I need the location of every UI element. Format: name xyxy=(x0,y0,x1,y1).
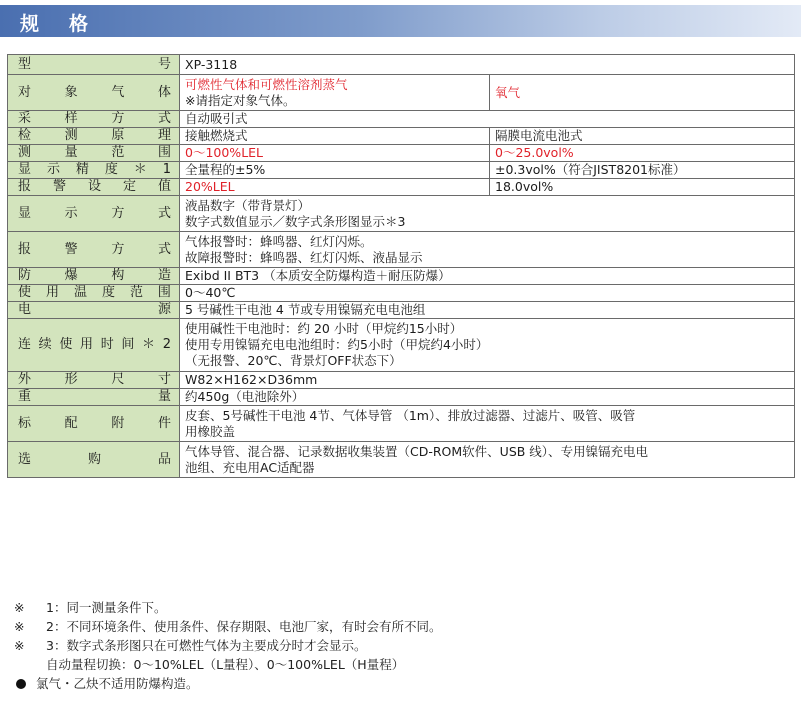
spec-label-cell xyxy=(8,75,180,111)
footnote-text: 氯气・乙炔不适用防爆构造。 xyxy=(36,676,199,691)
spec-value-cell xyxy=(180,372,795,389)
spec-value-cell xyxy=(180,55,795,75)
spec-value-line: 隔膜电流电池式 xyxy=(495,128,583,143)
spec-value-line: （无报警、20℃、背景灯OFF状态下） xyxy=(185,353,402,368)
spec-label: 显 示 精 度 ＊ 1 xyxy=(18,162,171,177)
spec-label: 标 配 附 件 xyxy=(18,415,171,431)
spec-value-cell xyxy=(180,145,490,162)
spec-value-line: 全量程的±5% xyxy=(185,162,266,177)
note-text: 2：不同环境条件、使用条件、保存期限、电池厂家，有时会有所不同。 xyxy=(46,619,442,634)
spec-row xyxy=(8,179,795,196)
spec-label: 测 量 范 围 xyxy=(18,145,171,160)
spec-row xyxy=(8,285,795,302)
spec-label-cell xyxy=(8,406,180,442)
spec-row xyxy=(8,162,795,179)
spec-row xyxy=(8,302,795,319)
spec-label-cell xyxy=(8,319,180,372)
spec-table xyxy=(7,54,795,478)
spec-label: 选 购 品 xyxy=(18,451,171,467)
spec-value-line: W82×H162×D36mm xyxy=(185,372,318,387)
spec-value-line: 使用专用镍镉充电电池组时：约5小时（甲烷约4小时） xyxy=(185,337,489,352)
spec-row xyxy=(8,389,795,406)
spec-label-cell xyxy=(8,111,180,128)
spec-label: 电 源 xyxy=(18,302,171,317)
spec-label: 采 样 方 式 xyxy=(18,111,171,126)
section-title: 规格 xyxy=(20,13,119,35)
spec-value-line: 氧气 xyxy=(495,84,521,100)
note-item xyxy=(14,655,794,674)
spec-value-cell xyxy=(180,302,795,319)
spec-row xyxy=(8,372,795,389)
spec-label: 型 号 xyxy=(18,56,171,72)
spec-row xyxy=(8,406,795,442)
spec-value-line: 约450g（电池除外） xyxy=(185,389,305,404)
note-item xyxy=(14,636,794,655)
spec-value-cell xyxy=(180,111,795,128)
note-mark: ※ xyxy=(14,600,25,615)
spec-label: 显 示 方 式 xyxy=(18,205,171,221)
spec-label: 报 警 方 式 xyxy=(18,241,171,257)
notes-list xyxy=(14,598,794,674)
spec-row xyxy=(8,442,795,478)
spec-label-cell xyxy=(8,179,180,196)
notes-section xyxy=(14,598,794,693)
spec-value-line: XP-3118 xyxy=(185,56,238,72)
spec-label: 使 用 温 度 范 围 xyxy=(18,285,171,300)
spec-row xyxy=(8,196,795,232)
spec-value-line: 可燃性气体和可燃性溶剂蒸气 xyxy=(185,76,348,92)
spec-label: 防 爆 构 造 xyxy=(18,268,171,283)
spec-value-line: 0～100%LEL xyxy=(185,145,264,160)
spec-label-cell xyxy=(8,232,180,268)
spec-value-cell xyxy=(180,389,795,406)
footnote-row xyxy=(14,674,794,693)
spec-table-body xyxy=(8,55,795,478)
spec-value-cell xyxy=(180,179,490,196)
spec-value-cell xyxy=(180,75,490,111)
spec-value-line: 20%LEL xyxy=(185,179,235,194)
note-item xyxy=(14,598,794,617)
spec-label-cell xyxy=(8,196,180,232)
spec-label-cell xyxy=(8,128,180,145)
spec-value-cell xyxy=(180,406,795,442)
spec-value-cell xyxy=(180,196,795,232)
spec-value-cell xyxy=(490,179,795,196)
spec-value-line: 18.0vol% xyxy=(495,179,554,194)
spec-row xyxy=(8,319,795,372)
spec-value-cell xyxy=(180,128,490,145)
spec-label-cell xyxy=(8,55,180,75)
spec-value-cell xyxy=(180,162,490,179)
spec-value-line: 自动吸引式 xyxy=(185,111,248,126)
spec-row xyxy=(8,55,795,75)
spec-label: 重 量 xyxy=(18,389,171,404)
spec-value-line: 数字式数值显示／数字式条形图显示＊3 xyxy=(185,213,406,229)
spec-value-cell xyxy=(180,319,795,372)
spec-value-cell xyxy=(180,442,795,478)
note-mark: ※ xyxy=(14,638,25,653)
spec-value-line: ±0.3vol%（符合JIST8201标准） xyxy=(495,162,686,177)
spec-row xyxy=(8,145,795,162)
note-mark: ※ xyxy=(14,619,25,634)
spec-value-cell xyxy=(180,232,795,268)
spec-label-cell xyxy=(8,145,180,162)
spec-label-cell xyxy=(8,372,180,389)
spec-value-cell xyxy=(180,285,795,302)
spec-label-cell xyxy=(8,302,180,319)
spec-value-line: 0～40℃ xyxy=(185,285,236,300)
spec-value-line: 5 号碱性干电池 4 节或专用镍镉充电电池组 xyxy=(185,302,426,317)
spec-label-cell xyxy=(8,442,180,478)
spec-label: 报 警 设 定 值 xyxy=(18,179,171,194)
spec-value-line: 故障报警时：蜂鸣器、红灯闪烁、液晶显示 xyxy=(185,249,423,265)
spec-value-line: 接触燃烧式 xyxy=(185,128,248,143)
spec-row xyxy=(8,128,795,145)
spec-value-cell xyxy=(490,145,795,162)
spec-label: 检 测 原 理 xyxy=(18,128,171,143)
note-text: 1：同一测量条件下。 xyxy=(46,600,167,615)
note-item xyxy=(14,617,794,636)
spec-value-cell xyxy=(490,128,795,145)
spec-value-cell xyxy=(490,162,795,179)
spec-label: 外 形 尺 寸 xyxy=(18,372,171,387)
spec-label: 对 象 气 体 xyxy=(18,84,171,100)
spec-label: 连 续 使 用 时 间 ＊ 2 xyxy=(18,337,171,352)
spec-value-line: 气体报警时：蜂鸣器、红灯闪烁。 xyxy=(185,233,373,249)
spec-value-cell xyxy=(490,75,795,111)
spec-label-cell xyxy=(8,268,180,285)
spec-value-line: 0～25.0vol% xyxy=(495,145,574,160)
section-header-bar xyxy=(0,5,801,37)
spec-row xyxy=(8,232,795,268)
spec-value-line: 用橡胶盖 xyxy=(185,423,236,439)
spec-label-cell xyxy=(8,285,180,302)
spec-value-line: 池组、充电用AC适配器 xyxy=(185,459,315,475)
spec-row xyxy=(8,111,795,128)
spec-value-line: 使用碱性干电池时：约 20 小时（甲烷约15小时） xyxy=(185,321,463,336)
spec-row xyxy=(8,75,795,111)
note-text: 3：数字式条形图只在可燃性气体为主要成分时才会显示。 xyxy=(46,638,367,653)
spec-row xyxy=(8,268,795,285)
spec-value-cell xyxy=(180,268,795,285)
spec-value-line: ※请指定对象气体。 xyxy=(185,92,296,108)
spec-label-cell xyxy=(8,162,180,179)
note-text: 自动量程切换：0～10%LEL（L量程）、0～100%LEL（H量程） xyxy=(46,657,405,672)
spec-value-line: 液晶数字（带背景灯） xyxy=(185,197,311,213)
spec-label-cell xyxy=(8,389,180,406)
spec-value-line: Exibd II BT3 （本质安全防爆构造＋耐压防爆） xyxy=(185,268,451,283)
bullet-icon xyxy=(16,679,26,689)
spec-value-line: 气体导管、混合器、记录数据收集装置（CD-ROM软件、USB 线）、专用镍镉充电电 xyxy=(185,443,649,459)
spec-value-line: 皮套、5号碱性干电池 4节、气体导管 （1m）、排放过滤器、过滤片、吸管、吸管 xyxy=(185,407,636,423)
